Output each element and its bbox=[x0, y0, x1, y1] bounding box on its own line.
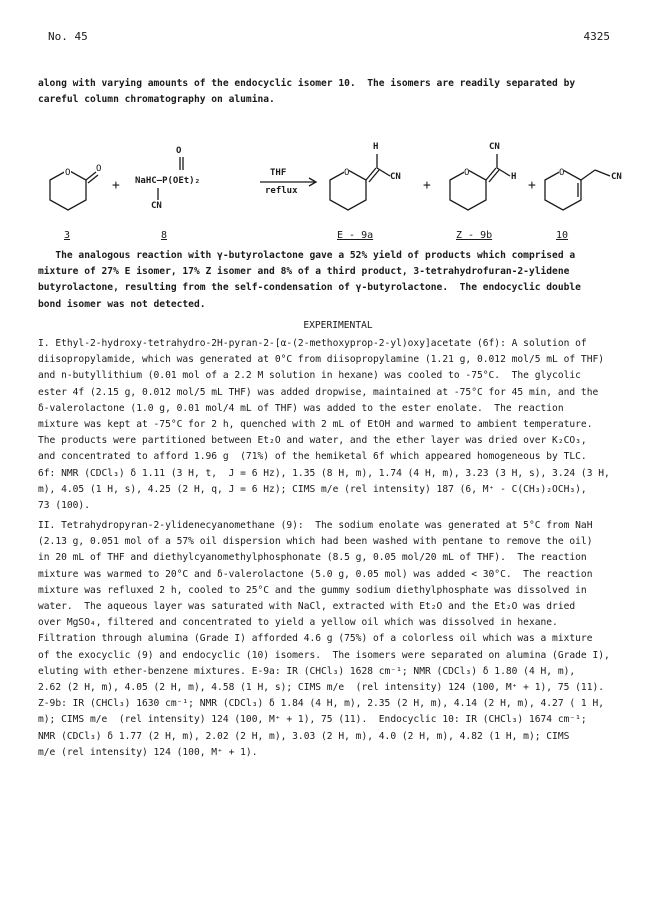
text-line: 6f: NMR (CDCl₃) δ 1.11 (3 H, t, J = 6 Hz), 1.35 (8 H, m), 1.74 (4 H, m), 3.23 (3 H, s), 3.24 (3 H, bbox=[38, 467, 610, 479]
text-line: of the exocyclic (9) and endocyclic (10) isomers. The isomers were separated on alumina (Grade I), bbox=[38, 649, 610, 661]
text-line: 73 (100). bbox=[38, 500, 90, 512]
text-line: butyrolactone, resulting from the self-condensation of γ-butyrolactone. The endocyclic double bbox=[38, 282, 581, 294]
nitrile-group: CN bbox=[611, 172, 622, 182]
carbonyl-oxygen: O bbox=[96, 164, 102, 174]
text-line: bond isomer was not detected. bbox=[38, 298, 206, 310]
vinyl-hydrogen: H bbox=[511, 172, 517, 182]
compound-label: E - 9a bbox=[337, 230, 374, 241]
text-line: Filtration through alumina (Grade I) afforded 4.6 g (75%) of a colorless oil which was a mixture bbox=[38, 633, 593, 645]
ch2-bond bbox=[581, 170, 595, 180]
text-line: water. The aqueous layer was saturated with NaCl, extracted with Et₂O and the Et₂O was dried bbox=[38, 601, 576, 613]
plus-sign: + bbox=[112, 178, 120, 193]
compound-label: 3 bbox=[64, 230, 71, 241]
text-line: over MgSO₄, filtered and concentrated to yield a yellow oil which was dissolved in hexane. bbox=[38, 617, 558, 629]
text-line: along with varying amounts of the endocyclic isomer 10. The isomers are readily separated by bbox=[38, 78, 576, 89]
experimental-section-1 bbox=[38, 336, 638, 514]
text-line: I. Ethyl-2-hydroxy-tetrahydro-2H-pyran-2-[α-(2-methoxyprop-2-yl)oxy]acetate (6f): A solution of bbox=[38, 338, 587, 349]
text-line: mixture was warmed to 20°C and δ-valerolactone (5.0 g, 0.05 mol) was added < 30°C. The reaction bbox=[38, 568, 593, 580]
ring-oxygen: O bbox=[344, 168, 350, 178]
text-line: and concentrated to afford 1.96 g (71%) of the hemiketal 6f which appeared homogeneous by TLC. bbox=[38, 451, 587, 463]
carbonyl-bond bbox=[86, 172, 96, 180]
compound-label: 10 bbox=[556, 230, 569, 241]
reaction-scheme bbox=[30, 130, 650, 250]
ring-oxygen: O bbox=[65, 168, 71, 178]
nitrile-group: CN bbox=[489, 142, 500, 152]
text-line: (2.13 g, 0.051 mol of a 57% oil dispersion which had been washed with pentane to remove the oil) bbox=[38, 536, 593, 548]
plus-sign: + bbox=[423, 178, 431, 193]
text-line: δ-valerolactone (1.0 g, 0.01 mol/4 mL of THF) was added to the ester enolate. The reaction bbox=[38, 402, 564, 414]
vinyl-hydrogen: H bbox=[373, 142, 379, 152]
ring-oxygen: O bbox=[559, 168, 565, 178]
text-line: m), 4.05 (1 H, s), 4.25 (2 H, q, J = 6 Hz); CIMS m/e (rel intensity) 187 (6, M⁺ - C(CH₃)₂OCH₃), bbox=[38, 483, 587, 495]
text-line: in 20 mL of THF and diethylcyanomethylphosphonate (8.5 g, 0.05 mol/20 mL of THF). The reaction bbox=[38, 552, 587, 564]
condition-label: reflux bbox=[265, 186, 298, 196]
phosphoryl-oxygen: O bbox=[176, 146, 182, 156]
text-line: The analogous reaction with γ-butyrolactone gave a 52% yield of products which comprised a bbox=[38, 250, 576, 261]
text-line: m); CIMS m/e (rel intensity) 124 (100, M⁺ + 1), 75 (11). Endocyclic 10: IR (CHCl₃) 1674 cm⁻¹; bbox=[38, 714, 587, 726]
exocyclic-double-bond bbox=[489, 170, 499, 182]
exocyclic-double-bond bbox=[366, 168, 376, 180]
ring-oxygen: O bbox=[464, 168, 470, 178]
solvent-label: THF bbox=[270, 168, 287, 178]
intro-paragraph bbox=[38, 76, 638, 108]
text-line: Z-9b: IR (CHCl₃) 1630 cm⁻¹; NMR (CDCl₃) δ 1.84 (4 H, m), 2.35 (2 H, m), 4.14 (2 H, m), 4.27 ( 1 H, bbox=[38, 698, 605, 710]
exocyclic-double-bond bbox=[369, 170, 379, 182]
text-line: and n-butyllithium (0.01 mol of a 2.2 M solution in hexane) was cooled to -75°C. The glycolic bbox=[38, 370, 581, 382]
section-heading: EXPERIMENTAL bbox=[303, 320, 373, 331]
text-line: The products were partitioned between Et₂O and water, and the ether layer was dried over K₂CO₃, bbox=[38, 435, 587, 447]
text-line: 2.62 (2 H, m), 4.05 (2 H, m), 4.58 (1 H, s); CIMS m/e (rel intensity) 124 (100, M⁺ + 1), 75 (11). bbox=[38, 682, 605, 694]
compound-label: 8 bbox=[161, 230, 168, 241]
compound-label: Z - 9b bbox=[456, 230, 493, 241]
text-line: careful column chromatography on alumina. bbox=[38, 94, 275, 106]
carbonyl-bond bbox=[88, 175, 98, 183]
text-line: m/e (rel intensity) 124 (100, M⁺ + 1). bbox=[38, 746, 258, 758]
c-h-bond bbox=[497, 168, 510, 176]
c-cn-bond bbox=[377, 168, 390, 176]
journal-issue: No. 45 bbox=[48, 30, 88, 43]
nitrile-group: CN bbox=[390, 172, 401, 182]
plus-sign: + bbox=[528, 178, 536, 193]
page-number: 4325 bbox=[583, 30, 610, 43]
phosphonate-reagent: NaHC–P(OEt)₂ bbox=[135, 176, 201, 186]
text-line: mixture of 27% E isomer, 17% Z isomer and 8% of a third product, 3-tetrahydrofuran-2-ylidene bbox=[38, 266, 570, 278]
text-line: mixture was refluxed 2 h, cooled to 25°C and the gummy sodium diethylphosphate was dissolved in bbox=[38, 584, 587, 596]
c-cn-bond bbox=[595, 170, 610, 176]
experimental-section-2 bbox=[38, 518, 638, 761]
discussion-paragraph bbox=[38, 248, 638, 313]
text-line: mixture was kept at -75°C for 2 h, quenched with 2 mL of EtOH and warmed to ambient temperature. bbox=[38, 419, 593, 431]
text-line: ester 4f (2.15 g, 0.012 mol/5 mL THF) was added dropwise, maintained at -75°C for 45 min, and the bbox=[38, 386, 599, 398]
text-line: NMR (CDCl₃) δ 1.77 (2 H, m), 2.02 (2 H, m), 3.03 (2 H, m), 4.0 (2 H, m), 4.82 (1 H, m); CIMS bbox=[38, 730, 570, 742]
reagent-cyano: CN bbox=[151, 201, 162, 211]
exocyclic-double-bond bbox=[486, 168, 496, 180]
text-line: II. Tetrahydropyran-2-ylidenecyanomethane (9): The sodium enolate was generated at 5°C from NaH bbox=[38, 520, 593, 531]
text-line: diisopropylamide, which was generated at 0°C from diisopropylamine (1.21 g, 0.012 mol/5 mL of THF) bbox=[38, 354, 605, 366]
text-line: eluting with ether-benzene mixtures. E-9a: IR (CHCl₃) 1628 cm⁻¹; NMR (CDCl₃) δ 1.80 (4 H, m), bbox=[38, 665, 576, 677]
